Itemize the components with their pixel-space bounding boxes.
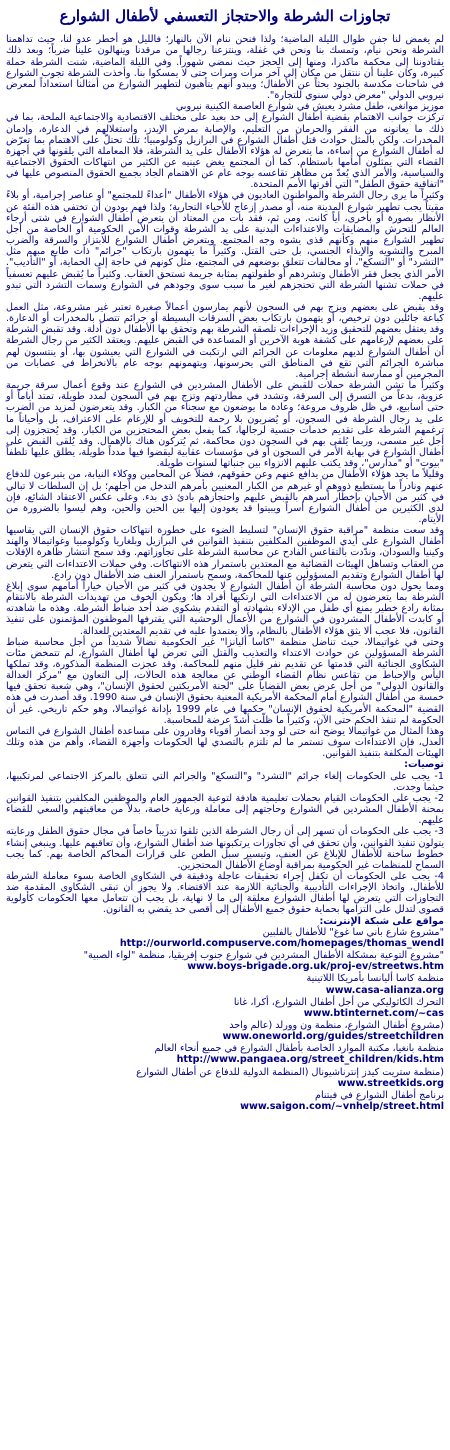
recommendation-item: 2- يجب على الحكومات القيام بحملات تعليمية هادفة لتوعية الجمهور العام والموظفين المكلفين بتنفيذ القوانين بمحنة الأطفال المشردين في الشوارع وحاجتهم إلى معاملة ورعاية خاصة، بدلاً من معاقبتهم والسعي للقضاء عليهم. (6, 792, 444, 827)
recommendations-heading: توصيات: (404, 759, 444, 771)
link-url[interactable]: www.boys-brigade.org.uk/proj-ev/streetws.htm (187, 961, 444, 973)
recommendations (6, 759, 444, 915)
link-description: (منظمة ستريت كيدز إنترناشيونال (المنظمة الدولية للدفاع عن أطفال الشوارع (136, 1066, 444, 1078)
web-links (6, 916, 444, 1113)
link-url[interactable]: www.casa-alianza.org (325, 984, 444, 996)
paragraph: وقد يقبض على بعضهم ويزج بهم في السجون لأنهم يمارسون أعمالاً صغيرة تعتبر غير مشروعة، مثل العمل كباعة جائلين دون ترخيص، أو يتهمون بارتكاب بعض السرقات البسيطة أو جرائم تتصل بالمخدرات أو الدعارة. وقد يعتقل بعضهم للتحقيق وزيد الإجراءات تلصقه الشرطة بهم وتحقق بها الأطفال دون أدلة. وقد تقبض الشرطة على بعضهم لإرغامهم على كشفة هوية الآخرين أو المساعدة في القبض عليهم. ويعتقد الكثير من رجال الشرطة أن أطفال الشوارع لديهم معلومات عن الجرائم التي ارتكبت في الشوارع التي يعيشون بها، أو ينتسبون لهم مباشرة الجرائم التي تقع في المناطق التي يحرسونها، ويتهمونهم بوجه عام بالانخراط في عصابات من المجرمين أو ممارسة أنشطة إجرامية. (6, 302, 444, 380)
link-description: "مشروع التوعية بمشكلة الأطفال المشردين في شوارع جنوب إفريقيا، منظمة "لواء الصبية" (83, 950, 444, 962)
link-description: منظمة كاسا أليانسا بأمريكا اللاتينية (306, 973, 444, 985)
link-url[interactable]: www.oneworld.org/guides/streetchildren (222, 1031, 444, 1043)
link-description: (مشروع أطفال الشوارع، منظمة ون وورلد (عالم واحد (229, 1020, 444, 1031)
link-url[interactable]: http://www.pangaea.org/street_children/kids.htm (176, 1054, 444, 1066)
link-description: منظمة بانغيا، مكتبة الموارد الخاصة بأطفال الشوارع في جميع أنحاء العالم (154, 1043, 444, 1055)
paragraph: وكثيراً ما تشن الشرطة حملات للقبض على الأطفال المشردين في الشوارع عند وقوع أعمال سرقة جريمة عزوية، بدعاً من التسرق إلى السرقة، وتشدد في مطاردتهم وتزج بهم في السجون لمدد طويلة، تمتد أياماً أو حتى أسابيع، في ظل ظروف مروعة؛ وعادة ما يوضعون مع سجناء من الكبار. وقد يتعرضون لمزيد من الضرب على يد رجال الشرطة في السجون، أو يُضربون بلا رحمة للتخويف أو للإرغام على الاعتراف، بل وأحياناً ما ترغمهم الشرطة على تقديم خدمات جنسية لرجالها، كما يفعل بعض المحتجزين من الكبار. وقد يُحتجزون إلى أجل غير مسمى، وربما يُلقى بهم في السجون دون محاكمة، ثم يُتركون هناك بالإهمال. وقد يُلقى القبض على أطفال الشوارع في بهاية الأمر في السجون أو في مؤسسات عقابية ليقضوا فيها مدداً طويلة، يطلق عليها تلطفاً "بيوت" أو "مدارس"، وقد يكتب عليهم الانزواء بين جنباتها لسنوات طويلة. (6, 380, 444, 470)
link-url[interactable]: http://ourworld.compuserve.com/homepages/thomas_wendl (119, 937, 444, 949)
link-url[interactable]: www.saigon.com/~vnhelp/street.html (240, 1101, 444, 1113)
paragraph: ومما يحول دون محاسبة الشرطة أن أطفال الشوارع لا يجدون في كثير من الأحيان خياراً أمامهم سوى إبلاغ الشرطة بما يتعرضون له من الاعتداءات التي ارتكبها أفراد ها؛ ويكون الخوف من تهديدات الشرطة بالانتقام بمثابة رادع خطير يمنع أي طفل من الإدلاء بشهادته أو التقدم بشكوى ضد أحد ضباط الشرطة. وهذه ما شاهدته أو كابدت الأطفال المشردون في الشوارع من الأعمال الوحشية التي يقترفها الموظفون المؤتمنون على تنفيذ القانون، فلا عجب ألا يثق هؤلاء الأطفال بالنظام، وألا يعتمدوا عليه في تقديم المعتدين للعدالة. (6, 580, 444, 637)
recommendation-item: 4- يجب على الحكومات أن تكفل إجراء تحقيقات عاجلة ودقيقة في الشكاوى الخاصة بسوء معاملة الشرطة للأطفال، واتخاذ الإجراءات التأديبية والجنائية اللازمة عند الاقتضاء. ولا يجوز أن تبقى الشكاوى المقدمة ضد التجاوزات التي يتعرض لها أطفال الشوارع معلقة إلى ما لا نهاية، بل يجب أن تتعامل معها الحكومات كأولوية قصوى لتدلل على التزامها بحماية حقوق جميع الأطفال إلى أقصى حد يقضي به القانون. (6, 870, 444, 916)
paragraph: وكثيراً ما يرى رجال الشرطة والمواطنون العاديون في هؤلاء الأطفال "أعداءً للمجتمع" أو عناصر إجرامية، أو بلاءً مقيتاً يجب تطهير شوارع المدينة منه، أو مصدر إزعاج للأحياء التجارية؛ ولذا فهم يودون أن تختفي هذه الفئة عن الأنظار بصورة أو بأخرى، أياً كانت. ومن ثم، فقد بات من المعتاد أن يتعرض أطفال الشوارع في شتى أرجاء العالم للتحرش والمضايقات والاعتداءات البدنية على يد الشرطة وقوات الأمن الحكومية أو الخاصة من أجل تطهير الشوارع منهم وكأنهم قذى يشوه وجه المجتمع. ويتعرض أطفال الشوارع للابتزاز والسرقة والضرب المبرح والتشويه والإيذاء الجنسي، بل حتى القتل. وكثيراً ما يتهمون بارتكاب "جرائم" ذات طابع مبهم مثل "التشرد" أو "التسكع"، أو مخالفات تتعلق بوضعهم في المجتمع، مثل كونهم في حاجة إلى الحماية، أو "التأديب". الأمر الذي يجعل فقر الأطفال وتشردهم أو طفولتهم بمثابة جريمة تستحق العقاب. وكثيراً ما يُقبض عليهم تعسفياً في حملات تشنها الشرطة التي تحتجزهم لغير ما سبب سوى وجودهم في الشوارع وسمات التشرد التي تبدو عليهم. (6, 190, 444, 302)
link-description: التحرك الكاثوليكي من أجل أطفال الشوارع، أكرا، غانا (233, 996, 444, 1008)
paragraph: وقليلاً ما يجد هؤلاء الأطفال من يدافع عنهم وعن حقوقهم، فضلاً عن المحامين ووكلاء النيابة، من يتبرعون للدفاع عنهم ونادراً ما يستطيع ذووهم أو غيرهم من الكبار المعنيين بأمرهم التدخل من أجلهم؛ بل إن السلطات لا تبالي في كثير من الأحيان بإخطار أسرهم بالقبض عليهم واحتجازهم بادئ ذي بدء. وعلى عكس الاعتقاد الشائع، فإن لدى الكثيرين من أطفال الشوارع أسراً ويبيتوا قد يعودون إليها بين الحين والحين، وهم ليسوا بالضرورة من الأيتام. (6, 469, 444, 525)
paragraph: وهذا المثال من غواتيمالا يوضح أنه حتى لو وجد أنصار أقوياء وقادرون على مساعدة أطفال الشوارع في التماس العدل، فإن الاعتداءات سوف تستمر ما لم تلتزم بالتصدي لها الحكومات وأجهزة القضاء، وأهم من هذه وتلك الهيئات المكلفة بتنفيذ القوانين. (6, 725, 444, 760)
paragraph: موزيز موانغي، طفل مشرد يعيش في شوارع العاصمة الكينية نيروبي (175, 101, 444, 113)
links-heading: مواقع على شبكة الإنترنت: (319, 915, 444, 927)
paragraph: تركزت جوانب الاهتمام بقضية أطفال الشوارع إلى حد بعيد على مختلف الاقتصادية والاجتماعية الملحة، بما في ذلك ما يعانونه من الفقر والحرمان من التعليم، والإصابة بمرض الإيدز، واستغلالهم في الدعارة، وإدمان المخدرات. ولكن بالمثل حوادث قتل أطفال الشوارع في البرازيل وكولومبيا؛ تلك تحتلّ على الاهتمام بما تعرّض له أطفال الشوارع من إساءة، ما يتعرض له هؤلاء الأطفال على يد الشرطة، فلا المعاملة التي يلقونها في أجهزة القضاء التي يمثلون أمامها باستظام. كما أن المجتمع يغض عينيه عن الكثير من انتهاكات الحقوق الاجتماعية والسياسية، والأمر الذي يُعدّ من مظاهر تقاعسه بوجه عام عن الاهتمام الجاد بجميع الحقوق المنصوص عليها في "اتفاقية حقوق الطفل" التي أقرتها الأمم المتحدة. (6, 112, 444, 191)
article-body (6, 34, 444, 759)
recommendation-item: 1- يجب على الحكومات إلغاء جرائم "التشرد" و"التسكع" والجرائم التي تتعلق بالمركز الاجتماعي لمرتكبيها، حيثما وجدت. (6, 770, 444, 793)
paragraph: وحتى في غواتيمالا، حيث تناضل منظمة "كاسا أليانزا" غير الحكومية نضالاً شديداً من أجل محاسبة ضباط الشرطة المسؤولين عن حوادث الاعتداء والتعذيب والقتل التي تعرض لها أطفال الشوارع، لم تتمخض مئات الشكاوى الجنائية التي قدمتها عن تقديم نفر قليل منهم للمحاكمة. وقد عجزت المنظمة المذكورة، وقد تملكها اليأس والإحباط من تقاعس نظام القضاء الوطني عن معالجة هذه الحالات، إلى التعاون مع "مركز العدالة والقانون الدولي" من أجل عرض بعض القضايا على "لجنة الأمريكتين لحقوق الإنسان"، وهي شعبة تحقق فيها خمسة من أطفال الشوارع أمام المحكمة الأمريكية المعنية بحقوق الإنسان في سنة 1990. وقد أصدرت في هذه القضية "المحكمة الأمريكية لحقوق الإنسان" حكمها في عام 1999 بإدانة غواتيمالا، وهو حكم تاريخي. غير أن الحكومة لم تنفذ الحكم حتى الآن، وكثيراً ما ظلّت أشدّ عرضة للمحاسبة. (6, 636, 444, 726)
link-description: "مشروع شارع باني سا غوغ" للأطفال بالفلبين (262, 926, 444, 938)
link-description: برنامج أطفال الشوارع في فيتنام (315, 1089, 444, 1101)
paragraph: وقد سعت منظمة "مراقبة حقوق الإنسان" لتسليط الضوء على خطورة انتهاكات حقوق الإنسان التي يقاسيها أطفال الشوارع على أيدي الموظفين المكلفين بتنفيذ القوانين في البرازيل وبلغاريا وكولومبيا وغواتيمالا والهند وكينيا والسودان، وندّدت بالتقاعس الفادح عن محاسبة الشرطة على تجاوزاتهم. وقد سمح انتشار ظاهرة الإفلات من العقاب وتساهل الهيئات القضائية مع المعتدين باستمرار هذه الانتهاكات. وفي حملات الاعتداءات التي يتعرض لها أطفال الشوارع وتقديم المسؤولين عنها للمحاكمة، وسمح باستمرار العنف ضد الأطفال دون رادع. (6, 525, 444, 581)
recommendation-item: 3- يجب على الحكومات أن تسهر إلى أن رجال الشرطة الذين تلقوا تدريباً خاصاً في مجال حقوق الطفل ورعايته يتولون تنفيذ القوانين، وأن تحقق في أي تجاوزات يرتكبونها ضد أطفال الشوارع، وأن تعاقبهم عليها. وينبغي إنشاء خطوط ساخنة للأطفال للإبلاغ عن العنف، وتيسير سبل الطعن على قرارات المحاكم الخاصة بهم. كما يجب السماح للمنظمات غير الحكومية بمراقبة أوضاع الأطفال المحتجزين. (6, 826, 444, 871)
paragraph: لم يغمض لنا جفن طوال الليلة الماضية؛ ولذا فنحن ننام الآن بالنهار؛ فالليل هو أخطر عدو لنا، حيث تداهمنا الشرطة ونحن نيام، وتمسك بنا ونحن في غفلة، وينتزعنا رجالها من مرقدنا وينهالون علينا ضرباً؛ وبعد ذلك يقتادوننا إلى محكمة ماكدرا، ومنها إلى الحجز حيث نمضي شهوراً. وفي الليلة الماضية، شنت الشرطة حملة كبيرة، وكان علينا أن ننتقل من مكان إلى آخر مرات ومرات حتى لا يمسكوا بنا. وأخذت الشرطة تجوب الشوارع في شاحنات مكدسة بالجنود بحثاً عن الأطفال؛ ويبدو أنهم يتأهبون لتطهير الشوارع من أمثالنا استعداداً لمعرض نيروبي الدولي "معرض دولي سنوي للتجارة". (6, 34, 444, 102)
link-url[interactable]: www.btinternet.com/~cas (303, 1007, 444, 1019)
link-url[interactable]: www.streetkids.org (337, 1077, 444, 1089)
article-title: تجاوزات الشرطة والاحتجاز التعسفي لأطفال الشوارع (59, 7, 391, 25)
